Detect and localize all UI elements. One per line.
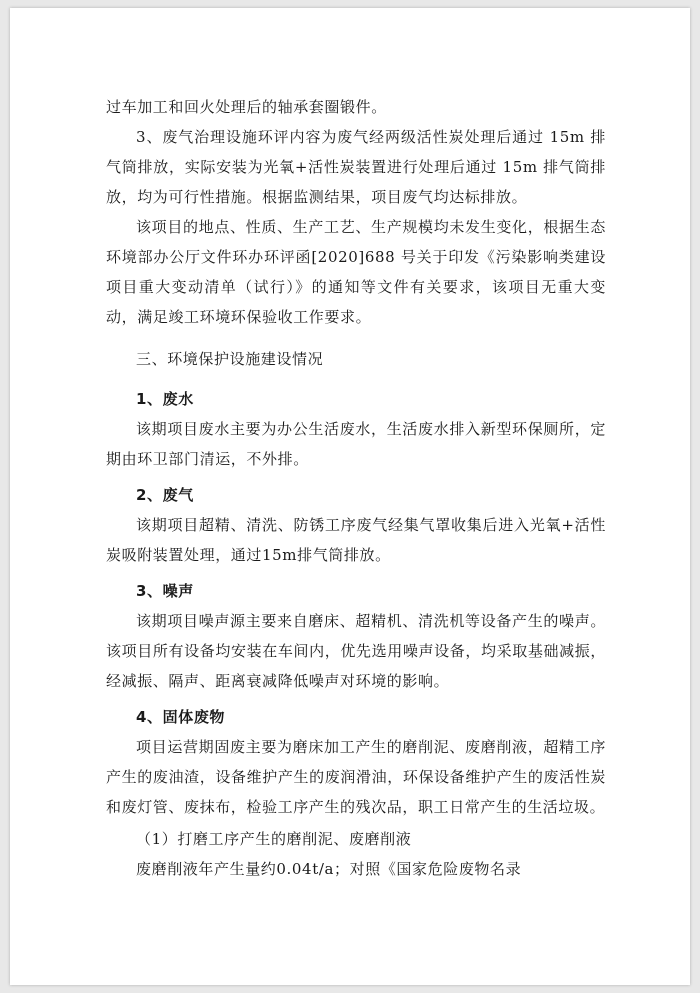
paragraph-waste-gas: 该期项目超精、清洗、防锈工序废气经集气罩收集后进入光氧+活性炭吸附装置处理，通过15m排气筒排放。 [106, 516, 606, 564]
paragraph-waste-gas-measures: 3、废气治理设施环评内容为废气经两级活性炭处理后通过 15m 排气筒排放，实际安装为光氧+活性炭装置进行处理后通过 15m 排气筒排放，均为可行性措施。根据监测结果，项目废气均达标排放。 [106, 128, 606, 206]
paragraph-grinding-fluid: 废磨削液年产生量约0.04t/a；对照《国家危险废物名录 [136, 860, 522, 878]
document-page [10, 8, 690, 985]
paragraph-solid-waste: 项目运营期固废主要为磨床加工产生的磨削泥、废磨削液，超精工序产生的废油渣，设备维护产生的废润滑油，环保设备维护产生的废活性炭和废灯管、废抹布，检验工序产生的残次品，职工日常产生的生活垃圾。 [106, 738, 606, 816]
subsection-heading-solid-waste: 4、固体废物 [136, 708, 226, 726]
document-body [106, 92, 606, 884]
paragraph-noise: 该期项目噪声源主要来自磨床、超精机、清洗机等设备产生的噪声。该项目所有设备均安装在车间内，优先选用噪声设备，均采取基础减振，经减振、隔声、距离衰减降低噪声对环境的影响。 [106, 612, 606, 690]
item-heading-grinding: （1）打磨工序产生的磨削泥、废磨削液 [136, 830, 412, 848]
paragraph-wastewater: 该期项目废水主要为办公生活废水，生活废水排入新型环保厕所，定期由环卫部门清运，不外排。 [106, 420, 606, 468]
paragraph-continuation: 过车加工和回火处理后的轴承套圈锻件。 [106, 98, 387, 116]
paragraph-no-major-change: 该项目的地点、性质、生产工艺、生产规模均未发生变化，根据生态环境部办公厅文件环办环评函[2020]688 号关于印发《污染影响类建设项目重大变动清单（试行）》的通知等文件有关要求，该项目无重大变动，满足竣工环境环保验收工作要求。 [106, 218, 606, 326]
section-heading: 三、环境保护设施建设情况 [136, 350, 324, 368]
subsection-heading-wastewater: 1、废水 [136, 390, 194, 408]
subsection-heading-waste-gas: 2、废气 [136, 486, 194, 504]
subsection-heading-noise: 3、噪声 [136, 582, 194, 600]
